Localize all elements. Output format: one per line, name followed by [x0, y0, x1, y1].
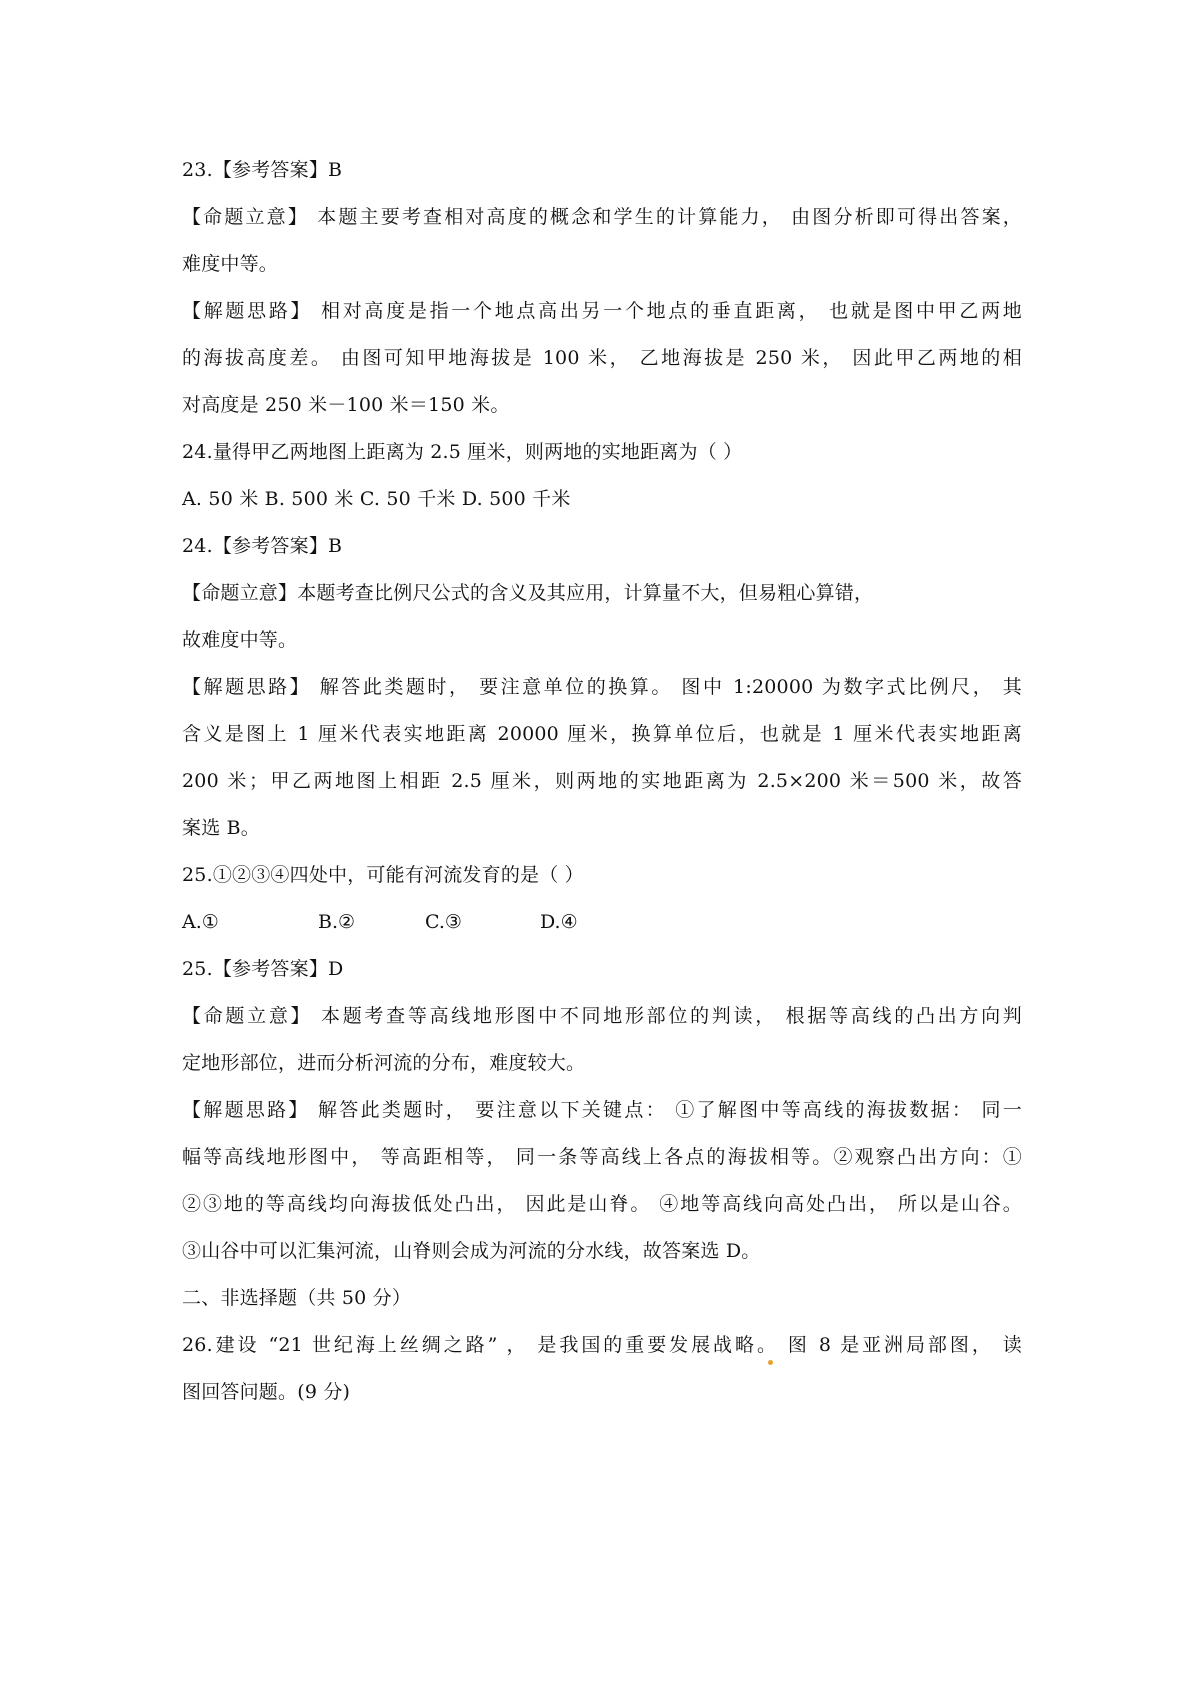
q25-reasoning-line-3: ②③地的等高线均向海拔低处凸出， 因此是山脊。 ④地等高线向高处凸出， 所以是山谷。 — [182, 1193, 1022, 1215]
q24-reasoning-line-4: 案选 B。 — [182, 817, 261, 839]
q25-answer: 25.【参考答案】D — [182, 958, 344, 980]
q24-question: 24.量得甲乙两地图上距离为 2.5 厘米，则两地的实地距离为（ ） — [182, 441, 743, 463]
q24-reasoning-line-3: 200 米；甲乙两地图上相距 2.5 厘米，则两地的实地距离为 2.5×200 米＝500 米，故答 — [182, 770, 1022, 792]
q25-intent-line-1: 【命题立意】 本题考查等高线地形图中不同地形部位的判读， 根据等高线的凸出方向判 — [182, 1005, 1022, 1027]
mark-dot — [768, 1360, 773, 1365]
q23-intent-line-2: 难度中等。 — [182, 253, 279, 275]
q24-intent-line-2: 故难度中等。 — [182, 629, 298, 651]
q24-reasoning-line-2: 含义是图上 1 厘米代表实地距离 20000 厘米，换算单位后，也就是 1 厘米代表实地距离 — [182, 723, 1022, 745]
q24-options: A. 50 米 B. 500 米 C. 50 千米 D. 500 千米 — [182, 488, 571, 510]
q25-reasoning-line-2: 幅等高线地形图中， 等高距相等， 同一条等高线上各点的海拔相等。②观察凸出方向：① — [182, 1146, 1022, 1168]
q23-intent-line-1: 【命题立意】 本题主要考查相对高度的概念和学生的计算能力， 由图分析即可得出答案， — [182, 206, 1022, 228]
q25-intent-line-2: 定地形部位，进而分析河流的分布，难度较大。 — [182, 1052, 586, 1074]
q25-option-c: C.③ — [425, 911, 462, 933]
q23-reasoning-line-1: 【解题思路】 相对高度是指一个地点高出另一个地点的垂直距离， 也就是图中甲乙两地 — [182, 300, 1022, 322]
q25-question: 25.①②③④四处中，可能有河流发育的是（ ） — [182, 864, 584, 886]
q24-reasoning-line-1: 【解题思路】 解答此类题时， 要注意单位的换算。 图中 1:20000 为数字式比例尺， 其 — [182, 676, 1022, 698]
q25-option-b: B.② — [318, 911, 356, 933]
q25-option-a: A.① — [182, 911, 219, 933]
q24-answer: 24.【参考答案】B — [182, 535, 343, 557]
q24-intent-line-1: 【命题立意】本题考查比例尺公式的含义及其应用，计算量不大，但易粗心算错， — [182, 582, 874, 604]
q23-reasoning-line-2: 的海拔高度差。 由图可知甲地海拔是 100 米， 乙地海拔是 250 米， 因此甲乙两地的相 — [182, 347, 1022, 369]
section-heading: 二、非选择题（共 50 分） — [182, 1287, 412, 1309]
q25-reasoning-line-1: 【解题思路】 解答此类题时， 要注意以下关键点： ①了解图中等高线的海拔数据： 同一 — [182, 1099, 1022, 1121]
q23-answer: 23.【参考答案】B — [182, 159, 343, 181]
q25-reasoning-line-4: ③山谷中可以汇集河流，山脊则会成为河流的分水线，故答案选 D。 — [182, 1240, 761, 1262]
q23-reasoning-line-3: 对高度是 250 米－100 米＝150 米。 — [182, 394, 510, 416]
q25-option-d: D.④ — [540, 911, 578, 933]
q26-question-line-1: 26.建设 “21 世纪海上丝绸之路” ， 是我国的重要发展战略。 图 8 是亚洲局部图， 读 — [182, 1334, 1022, 1356]
q26-question-line-2: 图回答问题。(9 分) — [182, 1381, 351, 1403]
